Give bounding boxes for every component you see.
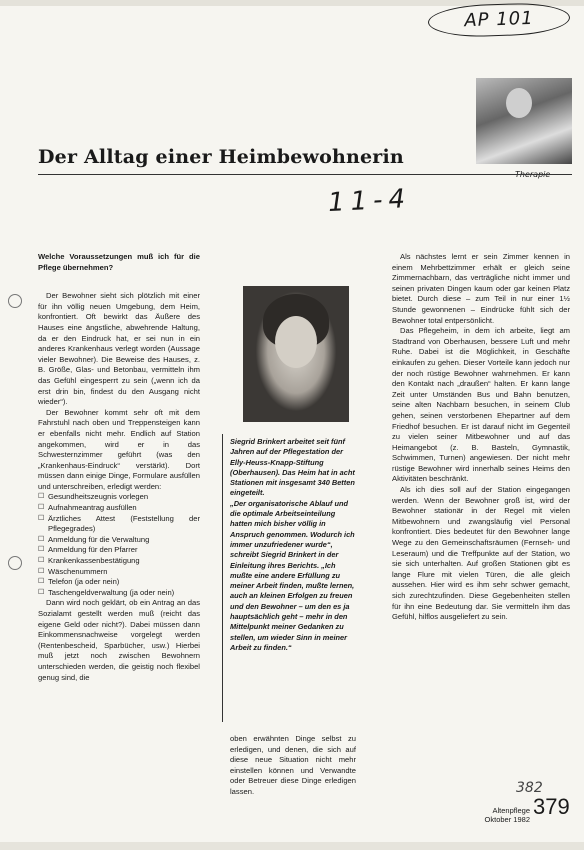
quote-intro: Siegrid Brinkert arbeitet seit fünf Jahren auf der Pflegestation der Elly-Heuss-Knapp-Stiftung (Oberhausen). Das Heim hat in acht Stationen mit insgesamt 340 Betten eingeteilt.: [230, 437, 355, 498]
paragraph: Als nächstes lernt er sein Zimmer kennen in einem Mehrbettzimmer erhält er gleich seine Zimmernachbarn, das verträgliche nicht immer und seinen privaten Dingen kaum oder gar keinen Platz bietet. Durch diese – zum Teil in nur einer 1½ Stunde gewonnenen – Eindrücke fühlt sich der Bewohner total entpersönlicht.: [392, 252, 570, 325]
punch-hole: [8, 294, 22, 308]
archive-stamp: AP 101: [427, 2, 570, 39]
list-item: ☐ Krankenkassenbestätigung: [38, 556, 200, 567]
paragraph: Der Bewohner kommt sehr oft mit dem Fahrstuhl nach oben und Treppensteigen kann er ebenfalls nicht mehr. Endlich auf Station angekommen, wird er in das Schwesternzimmer geführt (was den „Krankenhaus-Eindruck“ verstärkt). Dort müssen dann einige Dinge, Formulare ausfüllen und unterschreiben, erledigt werden:: [38, 407, 200, 491]
column-left: [38, 252, 200, 683]
list-item: ☐ Taschengeldverwaltung (ja oder nein): [38, 588, 200, 599]
paragraph: Als ich dies soll auf der Station eingegangen werden. Wenn der Bewohner groß ist, wird der Bewohner stationär in der Regel mit vielen Mitbewohnern und zwangsläufig viel Personal konfrontiert. Dies bedeutet für den Bewohner lange Wege zu den Gemeinschaftsräumen (Fernseh- und Leseraum) und die Treffpunkte auf der Station, wo sie sich unterhalten. Auf großen Stationen gibt es lange Flure mit vielen Türen, die alle gleich aussehen. Hier wird es ihm sehr schwer gemacht, sich zurechtzufinden. Diese Gegebenheiten stellen für ihn eine Bedeutung dar. Sie vermitteln ihm das Gefühl, hilflos ausgeliefert zu sein.: [392, 485, 570, 622]
paragraph: Der Bewohner sieht sich plötzlich mit einer für ihn völlig neuen Umgebung, dem Heim, konfrontiert. Oft bewirkt das Äußere des Hauses eine ängstliche, abwehrende Haltung, da er den Eindruck hat, er sei nun in ein anderes Krankenhaus verlegt worden (Aussage vieler Bewohner). Die Beweise des Hauses, z. B. Größe, Glas- und Betonbau, vermitteln ihm das Gefühl eingesperrt zu sein („wenn ich da erst drin bin, findest du den Ausgang nicht wieder“).: [38, 291, 200, 407]
section-question: Welche Voraussetzungen muß ich für die Pflege übernehmen?: [38, 252, 200, 272]
header-photo: [476, 78, 572, 164]
list-item: ☐ Gesundheitszeugnis vorlegen: [38, 492, 200, 503]
handwritten-page-number: 382: [516, 780, 543, 796]
quote-body: „Der organisatorische Ablauf und die optimale Arbeitseinteilung hatten mich bisher völlig in Anspruch genommen. Wodurch ich immer unzufriedener wurde“, schreibt Siegrid Brinkert in der Einleitung ihres Berichts. „Ich mußte eine andere Erfüllung zu meiner Arbeit finden, mußte lernen, auch an kleinen Erfolgen zu freuen und den Bewohner – um den es ja hauptsächlich geht – mehr in den Mittelpunkt meiner Gedanken zu stellen, um wieder Sinn in meiner Arbeit zu finden.“: [230, 498, 355, 652]
list-item: ☐ Wäschenummern: [38, 567, 200, 578]
page-number: 379: [533, 794, 570, 819]
list-item: ☐ Ärztliches Attest (Feststellung der Pflegegrades): [38, 514, 200, 535]
list-item: ☐ Telefon (ja oder nein): [38, 577, 200, 588]
journal-issue: Oktober 1982: [484, 815, 530, 824]
column-right: [392, 252, 570, 623]
list-item: ☐ Anmeldung für den Pfarrer: [38, 545, 200, 556]
list-item: ☐ Anmeldung für die Verwaltung: [38, 535, 200, 546]
punch-hole: [8, 556, 22, 570]
handwritten-note: 11-4: [327, 183, 412, 219]
list-item: ☐ Aufnahmeantrag ausfüllen: [38, 503, 200, 514]
paragraph: Dann wird noch geklärt, ob ein Antrag an das Sozialamt gestellt werden muß (reicht das eigene Geld oder nicht?). Dabei müssen dann Einkommensnachweise vorgelegt werden (Rentenbescheid, Sparbücher, usw.) Hierbei muß jetzt noch zwischen Bewohnern unterschieden werden, die geistig noch flexibel genug sind, die: [38, 598, 200, 682]
column-middle-continuation: [230, 734, 356, 798]
article-title: Der Alltag einer Heimbewohnerin: [38, 146, 404, 168]
paragraph: oben erwähnten Dinge selbst zu erledigen, und denen, die sich auf diese neue Situation nicht mehr einstellen können und Verwandte oder Betreuer diese Dinge erledigen lassen.: [230, 734, 356, 796]
journal-name: Altenpflege: [492, 806, 530, 815]
pull-quote: [230, 437, 356, 653]
scan-edge: [0, 842, 584, 850]
checklist: [38, 492, 200, 598]
quote-rule: [222, 434, 223, 722]
title-rule: [38, 174, 572, 175]
paragraph: Das Pflegeheim, in dem ich arbeite, liegt am Stadtrand von Oberhausen, bessere Luft und mehr Ruhe. Dabei ist die Möglichkeit, in Geschäfte einkaufen zu gehen. Dieser Vorteile kann jedoch nur der noch rüstige Bewohner wahrnehmen. Er kann den Kontakt nach „draußen“ halten. Er kann lange Zeit unter Umständen Bus und Bahn benutzen, seine alten Nachbarn besuchen, in seinem Club gehen, seinen verstorbenen Ehepartner auf dem Friedhof besuchen. Er ist darauf nicht im Gegenteil zu vielen seiner Mitbewohner und auf das Heimangebot (z. B. Basteln, Gymnastik, Schwimmen, Turnen) angewiesen. Der nicht mehr rüstige Bewohner wird innerhalb seines Heims den Aktivitäten beschränkt.: [392, 326, 570, 484]
author-portrait: [243, 286, 349, 422]
journal-info: [474, 806, 530, 824]
